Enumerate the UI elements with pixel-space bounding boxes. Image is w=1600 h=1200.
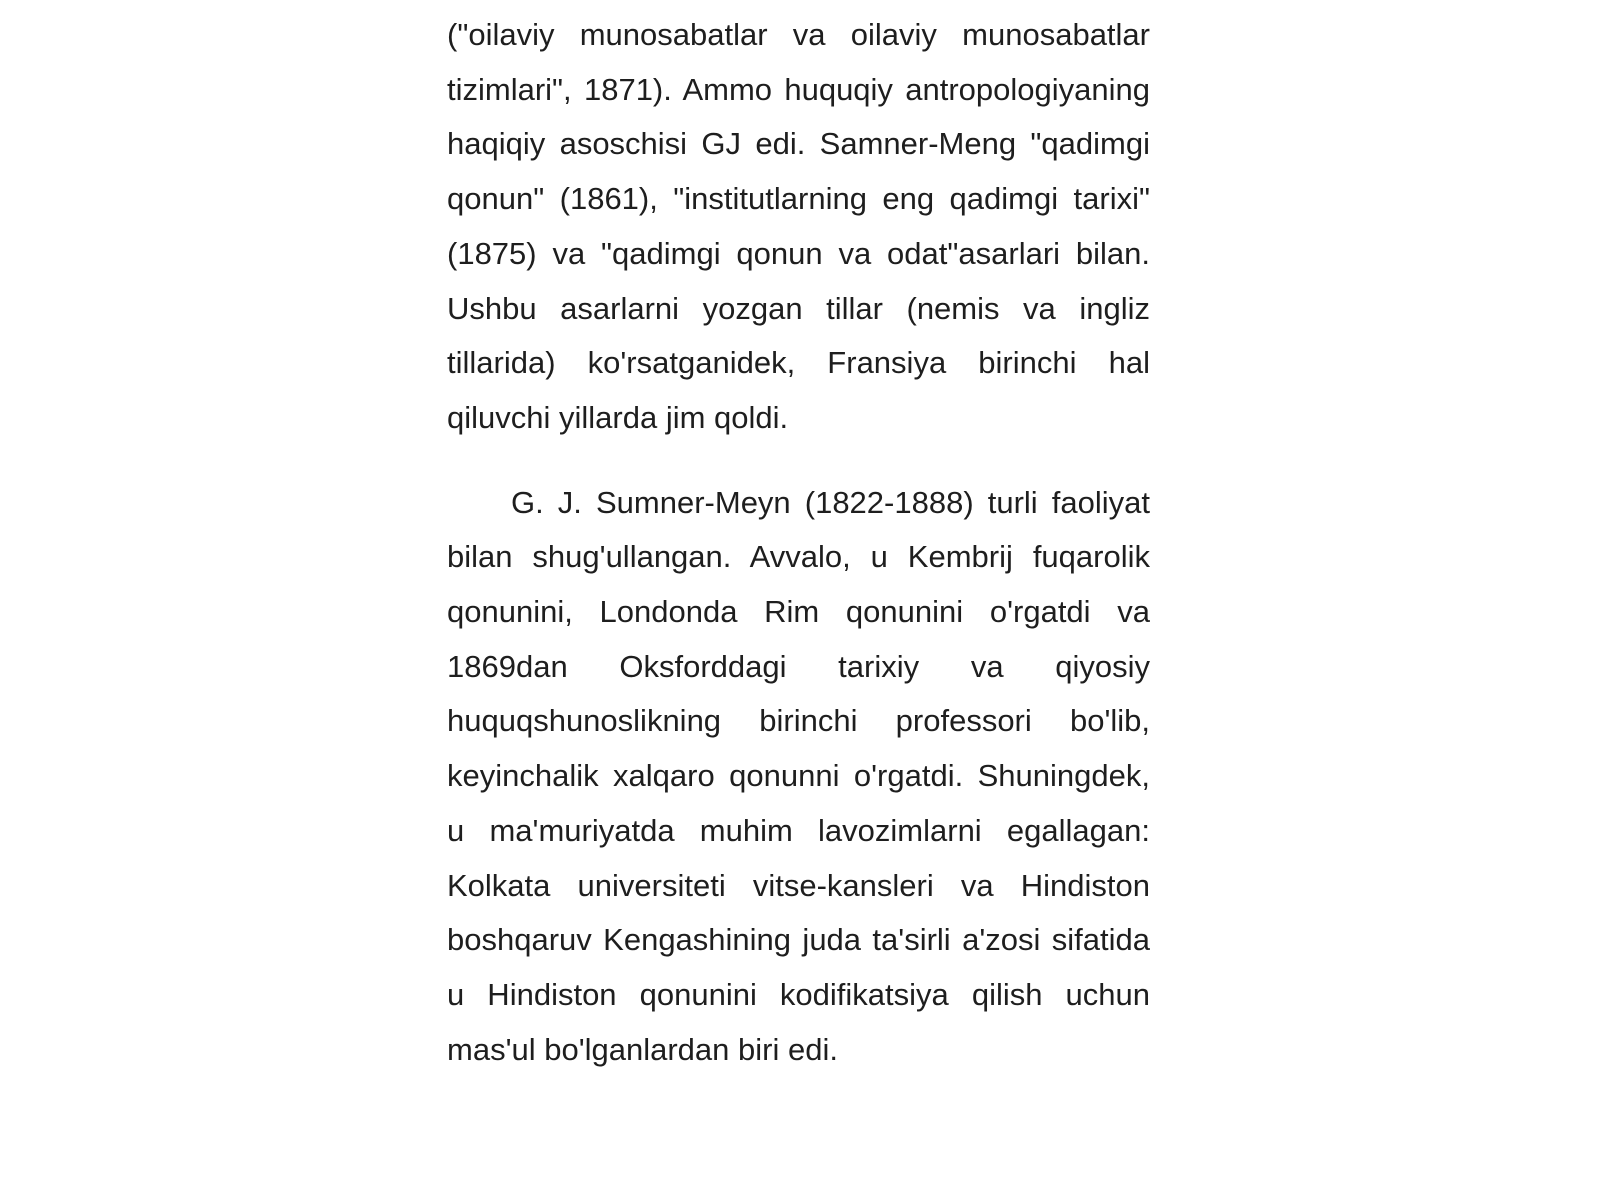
text-column (447, 8, 1150, 1077)
paragraph-1: ("oilaviy munosabatlar va oilaviy munosabatlar tizimlari", 1871). Ammo huquqiy antropologiyaning haqiqiy asoschisi GJ edi. Samner-Meng "qadimgi qonun" (1861), "institutlarning eng qadimgi tarixi" (1875) va "qadimgi qonun va odat"asarlari bilan. Ushbu asarlarni yozgan tillar (nemis va ingliz tillarida) ko'rsatganidek, Fransiya birinchi hal qiluvchi yillarda jim qoldi. (447, 17, 1150, 435)
paragraph-2: G. J. Sumner-Meyn (1822-1888) turli faoliyat bilan shug'ullangan. Avvalo, u Kembrij fuqarolik qonunini, Londonda Rim qonunini o'rgatdi va 1869dan Oksforddagi tarixiy va qiyosiy huquqshunoslikning birinchi professori bo'lib, keyinchalik xalqaro qonunni o'rgatdi. Shuningdek, u ma'muriyatda muhim lavozimlarni egallagan: Kolkata universiteti vitse-kansleri va Hindiston boshqaruv Kengashining juda ta'sirli a'zosi sifatida u Hindiston qonunini kodifikatsiya qilish uchun mas'ul bo'lganlardan biri edi. (447, 484, 1150, 1067)
